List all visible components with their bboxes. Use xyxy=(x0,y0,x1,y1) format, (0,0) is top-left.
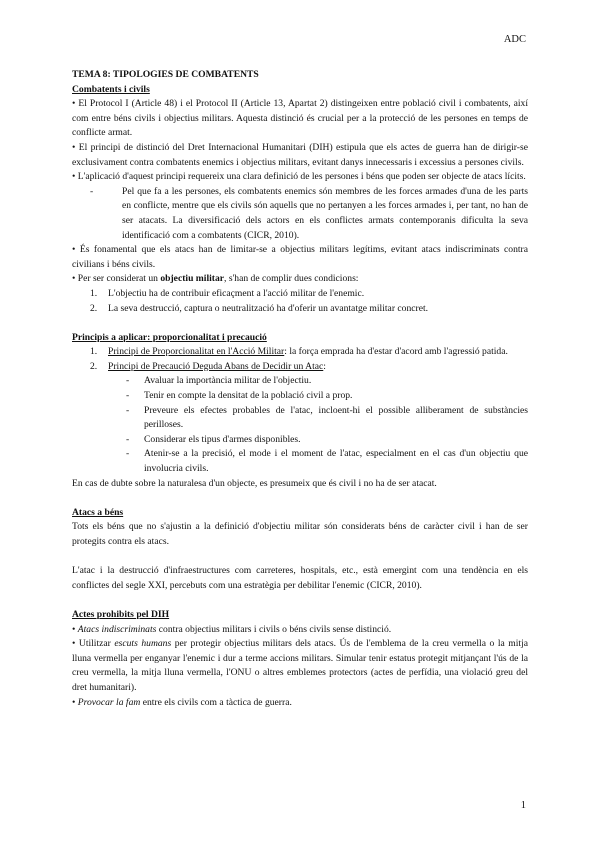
paragraph-objectiu xyxy=(72,272,528,287)
dash-marker: - xyxy=(126,433,130,445)
text-run: • Per ser considerat un xyxy=(72,273,161,285)
text-run: , s'han de complir dues condicions: xyxy=(224,273,359,285)
principle-colon: : xyxy=(323,360,326,372)
bullet-escuts-humans xyxy=(72,637,528,695)
term-italic: Atacs indiscriminats xyxy=(77,623,157,635)
dash-item-text: Pel que fa a les persones, els combatents enemics són membres de les forces armades d'una de les parts en conflicte, mentre que els civils són aquells que no pertanyen a les forces armades i, per tant, no han de ser atacats. La diversificació dels actors en els conflictes armats contemporanis dificulta la seva identificació com a combatents (CICR, 2010). xyxy=(122,185,528,241)
number-marker: 2. xyxy=(90,360,98,372)
section-heading-actes: Actes prohibits pel DIH xyxy=(72,608,170,620)
section-heading-atacs: Atacs a béns xyxy=(72,506,124,518)
section-heading-principis: Principis a aplicar: proporcionalitat i precaució xyxy=(72,331,267,343)
numbered-principle xyxy=(72,360,528,375)
page-number: 1 xyxy=(520,800,526,811)
precaution-item xyxy=(72,389,528,404)
numbered-condition xyxy=(72,287,528,302)
precaution-item xyxy=(72,433,528,448)
paragraph: L'atac i la destrucció d'infraestructures com carreteres, hospitals, etc., està emergint com una tendència en els conflictes del segle XXI, percebuts com una estratègia per debilitar l'enemic (CICR, 2010). xyxy=(72,565,528,591)
document-body xyxy=(72,68,528,710)
condition-text: La seva destrucció, captura o neutralització ha d'oferir un avantatge militar concret. xyxy=(108,302,429,314)
dash-marker: - xyxy=(126,404,130,416)
paragraph: • El Protocol I (Article 48) i el Protocol II (Article 13, Apartat 2) distingeixen entre població civil i combatents, així com entre béns civils i objectius militars. Aquesta distinció és crucial per a la protecció de les persones en temps de conflicte armat. xyxy=(72,98,528,139)
text-run: • Utilitzar xyxy=(72,638,115,650)
dash-marker: - xyxy=(126,448,130,460)
text-run: contra objectius militars i civils o béns civils sense distinció. xyxy=(156,623,392,635)
paragraph: Tots els béns que no s'ajustin a la definició d'objectiu militar són considerats béns de caràcter civil i han de ser protegits contra els atacs. xyxy=(72,521,528,547)
bullet-marker: • xyxy=(72,696,78,708)
precaution-text: Avaluar la importància militar de l'objectiu. xyxy=(144,375,312,387)
dash-marker: - xyxy=(126,390,130,402)
precaution-item xyxy=(72,404,528,433)
bullet-atacs-indiscriminats xyxy=(72,623,528,638)
term-italic: Provocar la fam xyxy=(77,696,141,708)
principle-title: Principi de Precaució Deguda Abans de Decidir un Atac xyxy=(108,360,324,372)
header-initials: ADC xyxy=(503,34,526,45)
dash-marker: - xyxy=(126,375,130,387)
principle-text: : la força emprada ha d'estar d'acord amb l'agressió patida. xyxy=(284,346,508,358)
dash-marker: - xyxy=(90,185,94,197)
bullet-marker: • xyxy=(72,623,78,635)
page-title: TEMA 8: TIPOLOGIES DE COMBATENTS xyxy=(72,69,259,80)
number-marker: 2. xyxy=(90,302,98,314)
text-run: entre els civils com a tàctica de guerra. xyxy=(140,696,292,708)
condition-text: L'objectiu ha de contribuir eficaçment a l'acció militar de l'enemic. xyxy=(108,287,365,299)
dash-list-item xyxy=(72,185,528,243)
paragraph: • El principi de distinció del Dret Internacional Humanitari (DIH) estipula que els actes de guerra han de dirigir-se exclusivament contra combatents enemics i objectius militars, evitant danys innecessaris i excessius a persones civils. xyxy=(72,141,528,168)
number-marker: 1. xyxy=(90,287,98,299)
principle-title: Principi de Proporcionalitat en l'Acció Militar xyxy=(108,346,285,358)
section-heading-combatents: Combatents i civils xyxy=(72,83,150,95)
precaution-text: Preveure els efectes probables de l'atac, incloent-hi el possible alliberament de substàncies perilloses. xyxy=(144,404,528,431)
paragraph: • És fonamental que els atacs han de limitar-se a objectius militars legítims, evitant atacs indiscriminats contra civilians i béns civils. xyxy=(72,244,528,270)
term-italic: escuts humans xyxy=(114,638,172,650)
text-run: per protegir objectius militars dels atacs. Ús de l'emblema de la creu vermella o la mitja lluna vermella per enganyar l'enemic i dur a terme accions militars. Simular tenir estatus protegit mitjançant l'ús de la creu vermella, la mitja lluna vermella, l'ONU o altres emblemes protectors (actes de perfídia, una violació greu del dret humanitari). xyxy=(72,638,528,693)
precaution-text: Atenir-se a la precisió, el mode i el moment de l'atac, especialment en el cas d'un objectiu que involucria civils. xyxy=(144,448,528,475)
paragraph: • L'aplicació d'aquest principi requereix una clara definició de les persones i béns que poden ser objecte de atacs lícits. xyxy=(72,171,526,183)
precaution-text: Tenir en compte la densitat de la població civil a prop. xyxy=(144,390,353,402)
precaution-item xyxy=(72,374,528,389)
paragraph: En cas de dubte sobre la naturalesa d'un objecte, es presumeix que és civil i no ha de ser atacat. xyxy=(72,477,437,489)
numbered-condition xyxy=(72,302,528,317)
term-objectiu-militar: objectiu militar xyxy=(160,273,225,285)
numbered-principle xyxy=(72,345,528,360)
bullet-fam xyxy=(72,696,528,711)
number-marker: 1. xyxy=(90,346,98,358)
precaution-text: Considerar els tipus d'armes disponibles. xyxy=(144,433,301,445)
precaution-item xyxy=(72,447,528,476)
